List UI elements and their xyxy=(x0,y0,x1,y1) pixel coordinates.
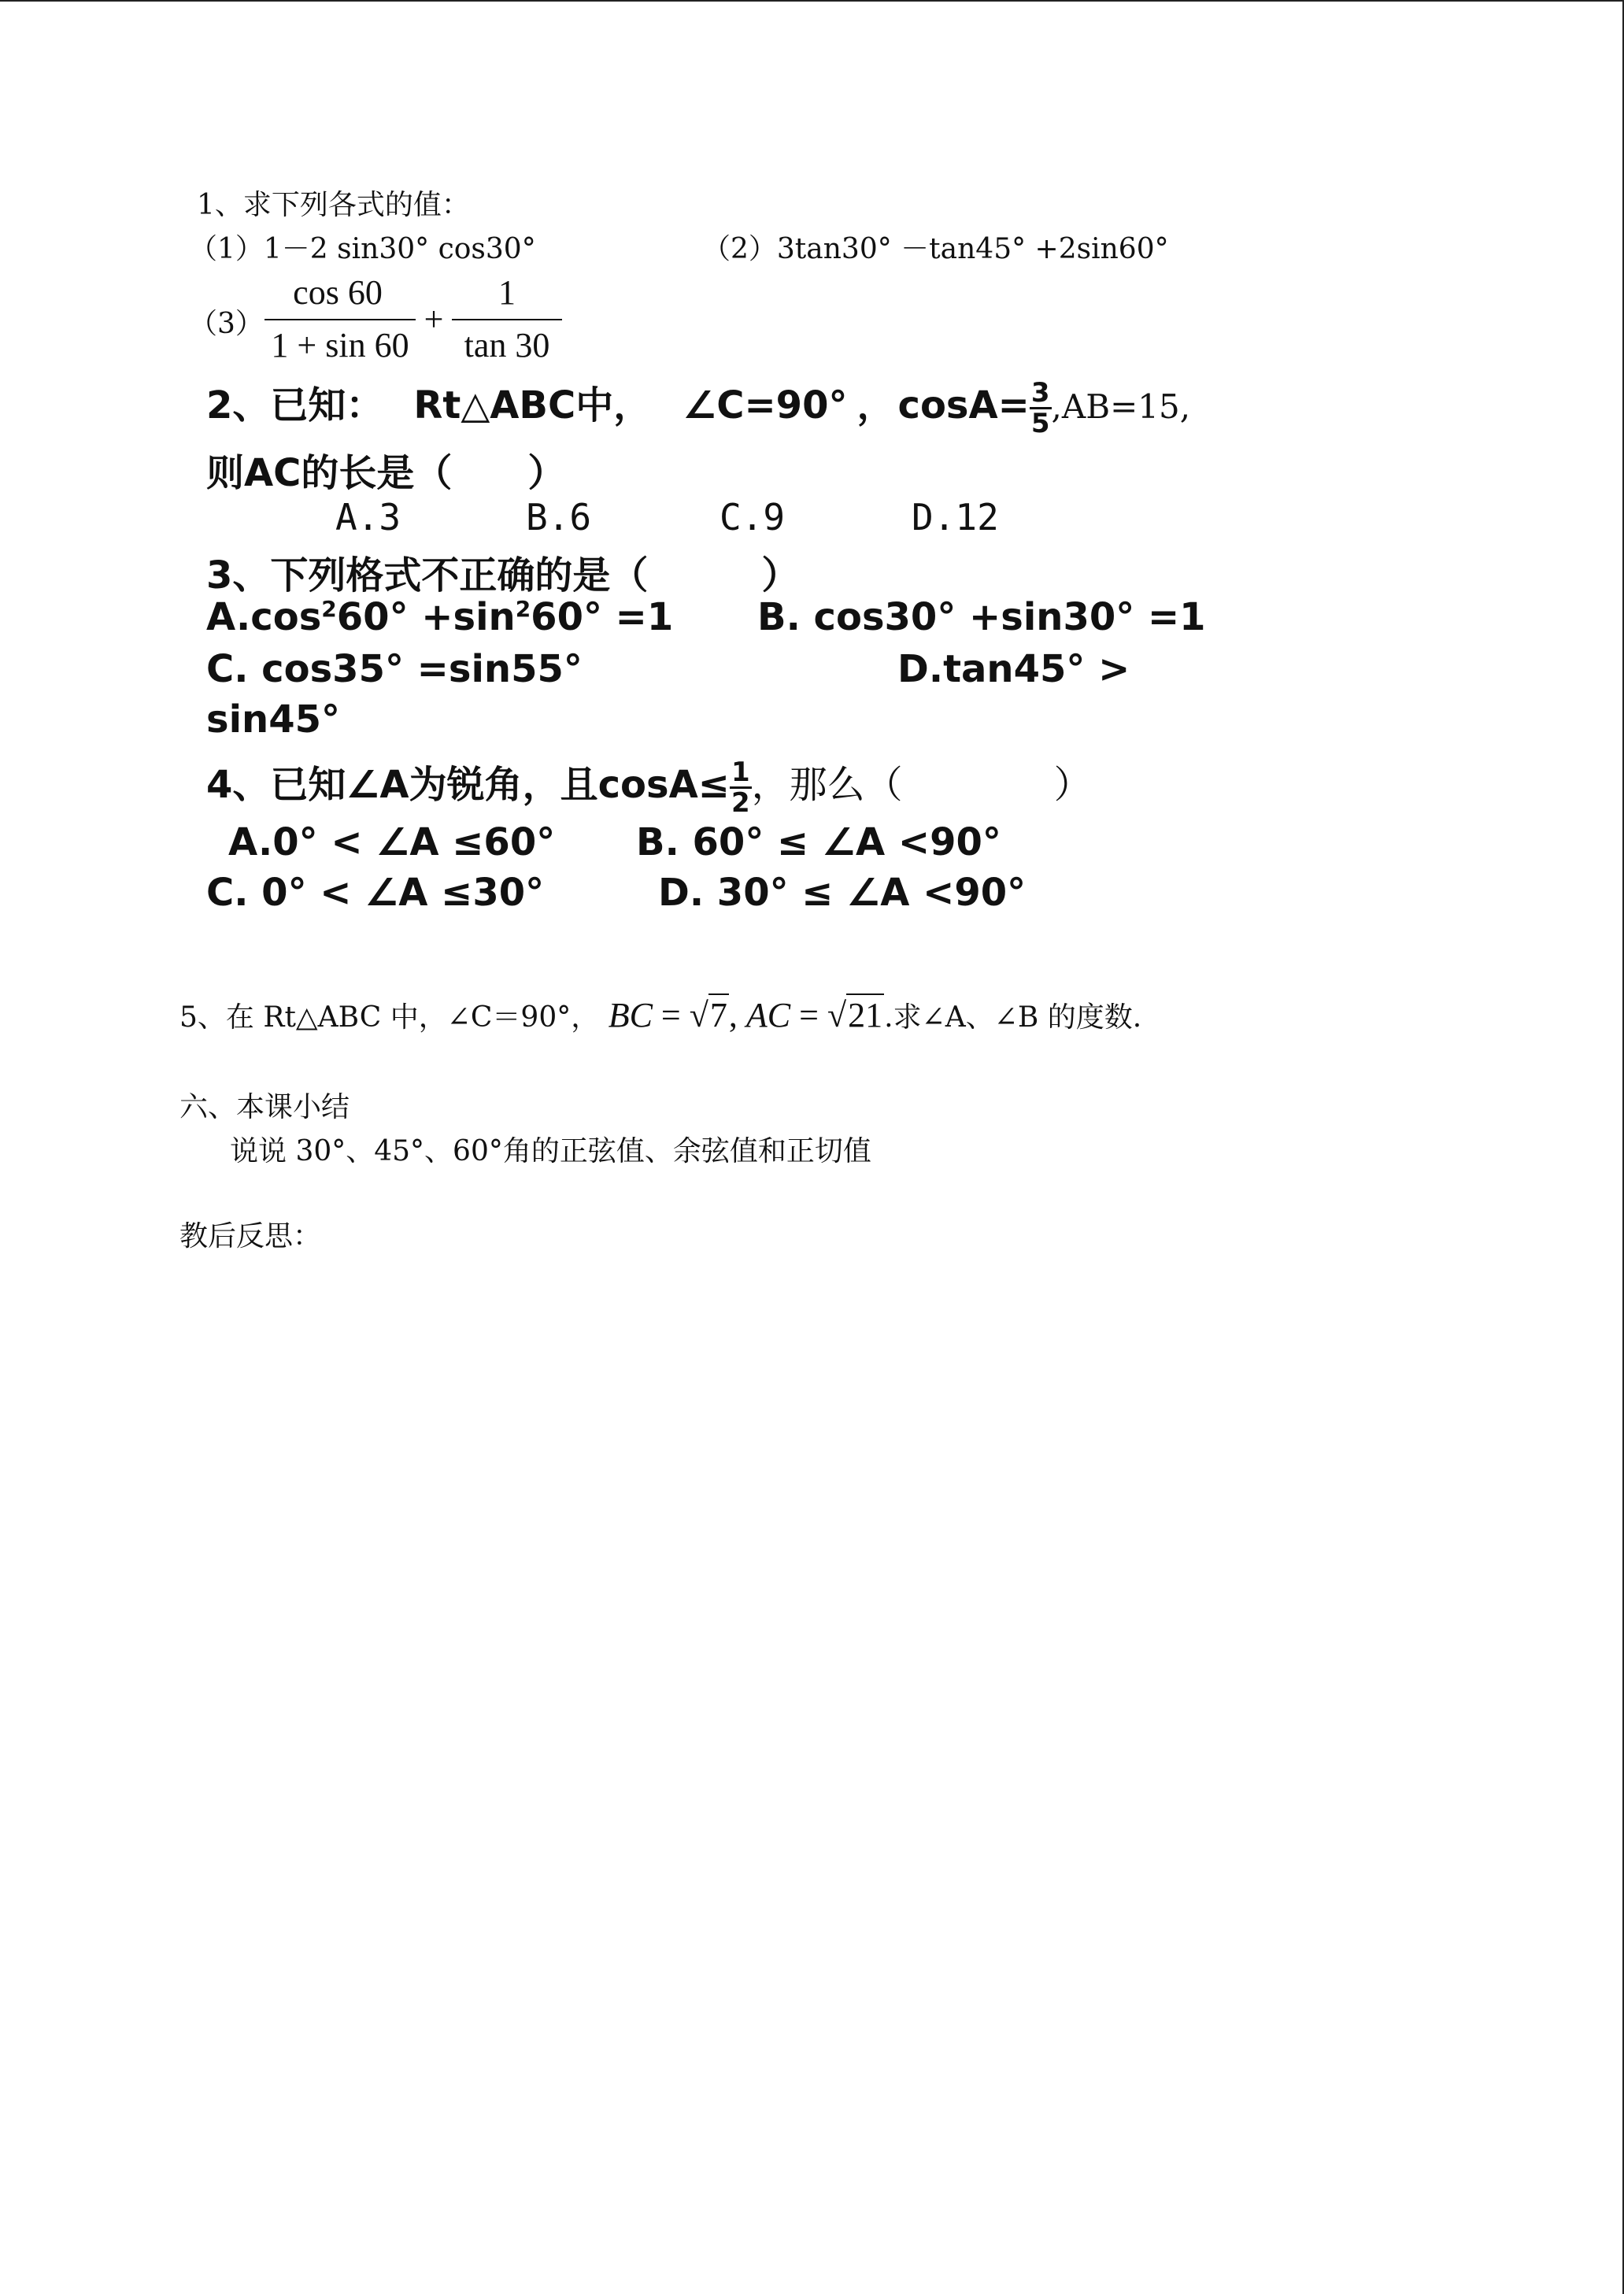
q5-sqrt-21: √21 xyxy=(827,993,884,1035)
q1-part3-label: （3） xyxy=(189,308,264,340)
q2-frac-num: 3 xyxy=(1030,376,1050,409)
q1-frac2-bar xyxy=(452,319,562,320)
q3-option-c: C. cos35° =sin55° xyxy=(206,647,583,691)
q1-frac2-denominator: tan 30 xyxy=(464,326,550,364)
q4-text: 4、已知∠A为锐角，且cosA≤ xyxy=(206,763,730,807)
q2-label: 2、已知： xyxy=(206,383,384,427)
q2-line1 xyxy=(206,375,1190,438)
q4-option-b: B. 60° ≤ ∠A <90° xyxy=(636,820,1001,864)
q1-part1: （1）1－2 sin30° cos30° xyxy=(189,233,536,265)
q2-ab: ,AB=15, xyxy=(1051,387,1191,426)
q4-fraction xyxy=(730,758,752,817)
q2-option-b: B.6 xyxy=(526,496,592,538)
q4-option-a: A.0° < ∠A ≤60° xyxy=(228,820,556,864)
q3-a-pre: A.cos xyxy=(206,595,322,639)
q5-radicand-7: 7 xyxy=(708,993,729,1035)
q2-fraction xyxy=(1030,376,1052,439)
q4-option-c: C. 0° < ∠A ≤30° xyxy=(206,871,545,915)
q5-ac: AC xyxy=(745,996,791,1034)
q1-frac1-bar xyxy=(265,319,416,320)
q3-option-b: B. cos30° +sin30° =1 xyxy=(757,595,1206,639)
q2-frac-den: 5 xyxy=(1030,407,1050,439)
reflection-label: 教后反思： xyxy=(179,1220,322,1252)
q4-text-post: ，那么（ ） xyxy=(751,763,1092,807)
q3-a-sup1: 2 xyxy=(321,596,337,622)
q5-bc: BC xyxy=(608,996,653,1034)
summary-heading: 六、本课小结 xyxy=(179,1091,350,1123)
q2-option-c: C.9 xyxy=(720,496,786,538)
q2-angle: ∠C=90° xyxy=(683,383,848,427)
q3-a-post: 60° =1 xyxy=(531,595,674,639)
q1-frac1-denominator: 1 + sin 60 xyxy=(271,326,409,364)
q1-title: 1、求下列各式的值： xyxy=(197,189,470,221)
q2-cos: cosA= xyxy=(897,383,1030,427)
q1-part2: （2）3tan30° －tan45° +2sin60° xyxy=(702,233,1169,265)
q3-option-a xyxy=(206,595,673,639)
q2-option-d: D.12 xyxy=(912,496,999,538)
q3-title: 3、下列格式不正确的是（ ） xyxy=(206,553,800,598)
q5-eq2: = xyxy=(790,996,827,1034)
q3-option-d: D.tan45° > xyxy=(897,647,1130,691)
q2-option-a: A.3 xyxy=(335,496,401,538)
q3-a-mid: 60° +sin xyxy=(336,595,516,639)
q2-triangle: Rt△ABC中， xyxy=(413,383,652,427)
q2-comma: ， xyxy=(856,383,895,427)
q5-post: .求∠A、∠B 的度数. xyxy=(884,1001,1142,1034)
q1-plus: + xyxy=(424,300,444,339)
q5-sqrt-7: √7 xyxy=(690,993,729,1035)
q1-frac1-numerator: cos 60 xyxy=(293,273,383,312)
q5-radicand-21: 21 xyxy=(846,993,884,1035)
q3-a-sup2: 2 xyxy=(515,596,531,622)
q1-frac2-numerator: 1 xyxy=(498,273,516,312)
summary-text: 说说 30°、45°、60°角的正弦值、余弦值和正切值 xyxy=(230,1135,871,1167)
q4-frac-num: 1 xyxy=(731,756,750,788)
q3-option-d-cont: sin45° xyxy=(206,697,340,742)
q5-comma: , xyxy=(728,996,746,1034)
q4-option-d: D. 30° ≤ ∠A <90° xyxy=(658,871,1027,915)
q2-line2: 则AC的长是（ ） xyxy=(206,451,566,495)
q4-frac-den: 2 xyxy=(731,786,750,819)
q5-line xyxy=(179,993,1141,1035)
q5-eq1: = xyxy=(652,996,690,1034)
q5-pre: 5、在 Rt△ABC 中，∠C＝90°， xyxy=(179,1001,600,1034)
q4-question xyxy=(206,754,1092,817)
